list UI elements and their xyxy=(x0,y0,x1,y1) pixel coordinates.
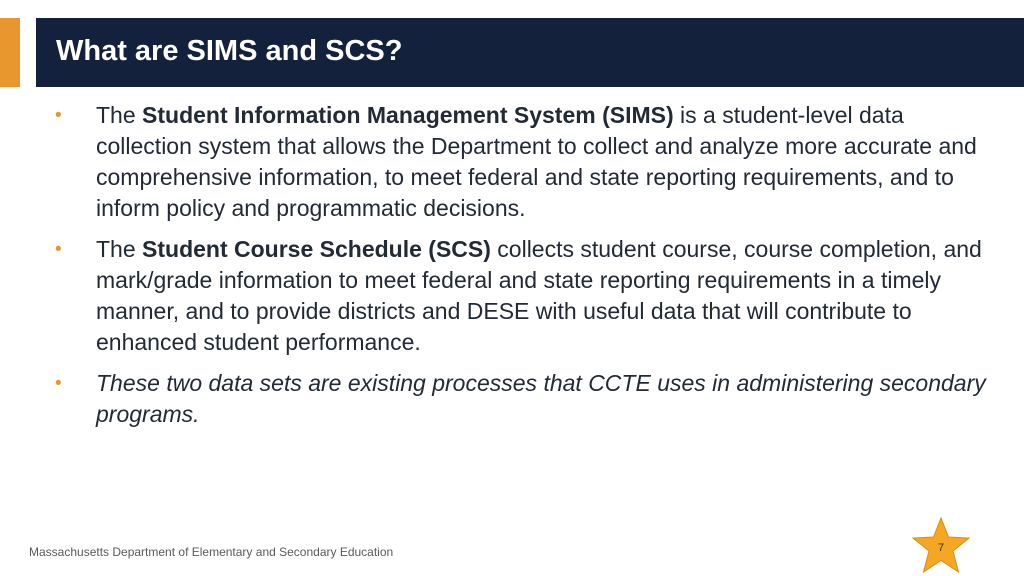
bullet-item-scs xyxy=(55,234,1005,358)
bullet-icon: • xyxy=(55,105,62,126)
sims-description: is a student-level data collection system that allows the Department to collect and analyze more accurate and comprehensive information, to meet federal and state reporting requirements, and to inform policy and programmatic decisions. xyxy=(96,102,977,221)
footer-organization: Massachusetts Department of Elementary and Secondary Education xyxy=(29,545,394,559)
bullet-item-ccte xyxy=(55,368,1005,430)
title-bar xyxy=(36,18,1024,87)
bullet-icon: • xyxy=(55,373,62,394)
scs-description: collects student course, course completion, and mark/grade information to meet federal and state reporting requirements in a timely manner, and to provide districts and DESE with useful data that will contribute to enhanced student performance. xyxy=(96,236,982,355)
bullet-prefix: The xyxy=(96,102,143,128)
page-number: 7 xyxy=(937,542,945,554)
bullet-list xyxy=(55,100,1005,440)
ccte-statement: These two data sets are existing processes that CCTE uses in administering secondary programs. xyxy=(96,370,986,427)
sims-term: Student Information Management System (SIMS) xyxy=(142,102,674,128)
scs-term: Student Course Schedule (SCS) xyxy=(142,236,491,262)
slide-title: What are SIMS and SCS? xyxy=(56,35,403,67)
accent-bar xyxy=(0,18,20,87)
bullet-prefix: The xyxy=(96,236,143,262)
bullet-icon: • xyxy=(55,239,62,260)
bullet-item-sims xyxy=(55,100,1005,224)
